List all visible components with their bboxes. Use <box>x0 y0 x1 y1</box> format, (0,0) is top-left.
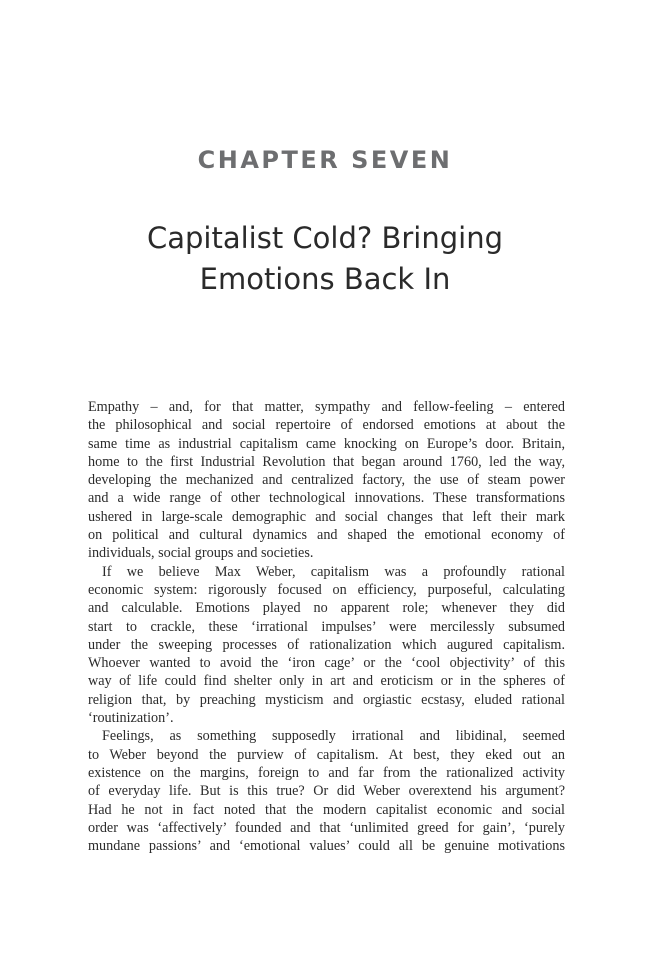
chapter-label: CHAPTER SEVEN <box>197 146 453 174</box>
text-line: way of life could find shelter only in art and eroticism or in the spheres of <box>88 673 565 690</box>
body-text <box>88 398 565 855</box>
text-line: under the sweeping processes of rationalization which augured capitalism. <box>88 636 565 653</box>
chapter-title-line-1: Capitalist Cold? Bringing <box>146 221 503 255</box>
text-line: mundane passions’ and ‘emotional values’ could all be genuine motivations <box>88 838 565 855</box>
text-line: religion that, by preaching mysticism and orgiastic ecstasy, eluded rational <box>88 691 565 708</box>
text-line: to Weber beyond the purview of capitalism. At best, they eked out an <box>88 746 565 763</box>
text-line: of everyday life. But is this true? Or did Weber overextend his argument? <box>88 783 565 800</box>
text-line: Had he not in fact noted that the modern capitalist economic and social <box>88 801 565 818</box>
text-line: developing the mechanized and centralized factory, the use of steam power <box>88 472 565 489</box>
text-line: Empathy – and, for that matter, sympathy and fellow-feeling – entered <box>88 399 565 415</box>
text-line: and a wide range of other technological innovations. These transformations <box>88 490 565 507</box>
text-line: same time as industrial capitalism came knocking on Europe’s door. Britain, <box>88 435 565 452</box>
text-line: start to crackle, these ‘irrational impulses’ were mercilessly subsumed <box>88 618 565 635</box>
paragraph-1 <box>88 398 565 563</box>
text-line: the philosophical and social repertoire of endorsed emotions at about the <box>88 417 565 434</box>
text-line: order was ‘affectively’ founded and that ‘unlimited greed for gain’, ‘purely <box>88 819 565 836</box>
paragraph-2 <box>88 563 565 728</box>
text-line: home to the first Industrial Revolution that began around 1760, led the way, <box>88 453 565 470</box>
chapter-title-line-2: Emotions Back In <box>199 262 451 296</box>
text-line: ‘routinization’. <box>88 710 174 727</box>
text-line: If we believe Max Weber, capitalism was a profoundly rational <box>102 563 565 580</box>
text-line: economic system: rigorously focused on efficiency, purposeful, calculating <box>88 581 565 598</box>
text-line: Feelings, as something supposedly irrational and libidinal, seemed <box>102 728 565 745</box>
chapter-title <box>0 218 650 300</box>
text-line: and calculable. Emotions played no apparent role; whenever they did <box>88 600 565 617</box>
paragraph-3 <box>88 727 565 855</box>
text-line: existence on the margins, foreign to and far from the rationalized activity <box>88 764 565 781</box>
text-line: individuals, social groups and societies. <box>88 545 314 562</box>
text-line: on political and cultural dynamics and shaped the emotional economy of <box>88 527 565 544</box>
text-line: Whoever wanted to avoid the ‘iron cage’ or the ‘cool objectivity’ of this <box>88 655 565 672</box>
text-line: ushered in large-scale demographic and social changes that left their mark <box>88 508 565 525</box>
